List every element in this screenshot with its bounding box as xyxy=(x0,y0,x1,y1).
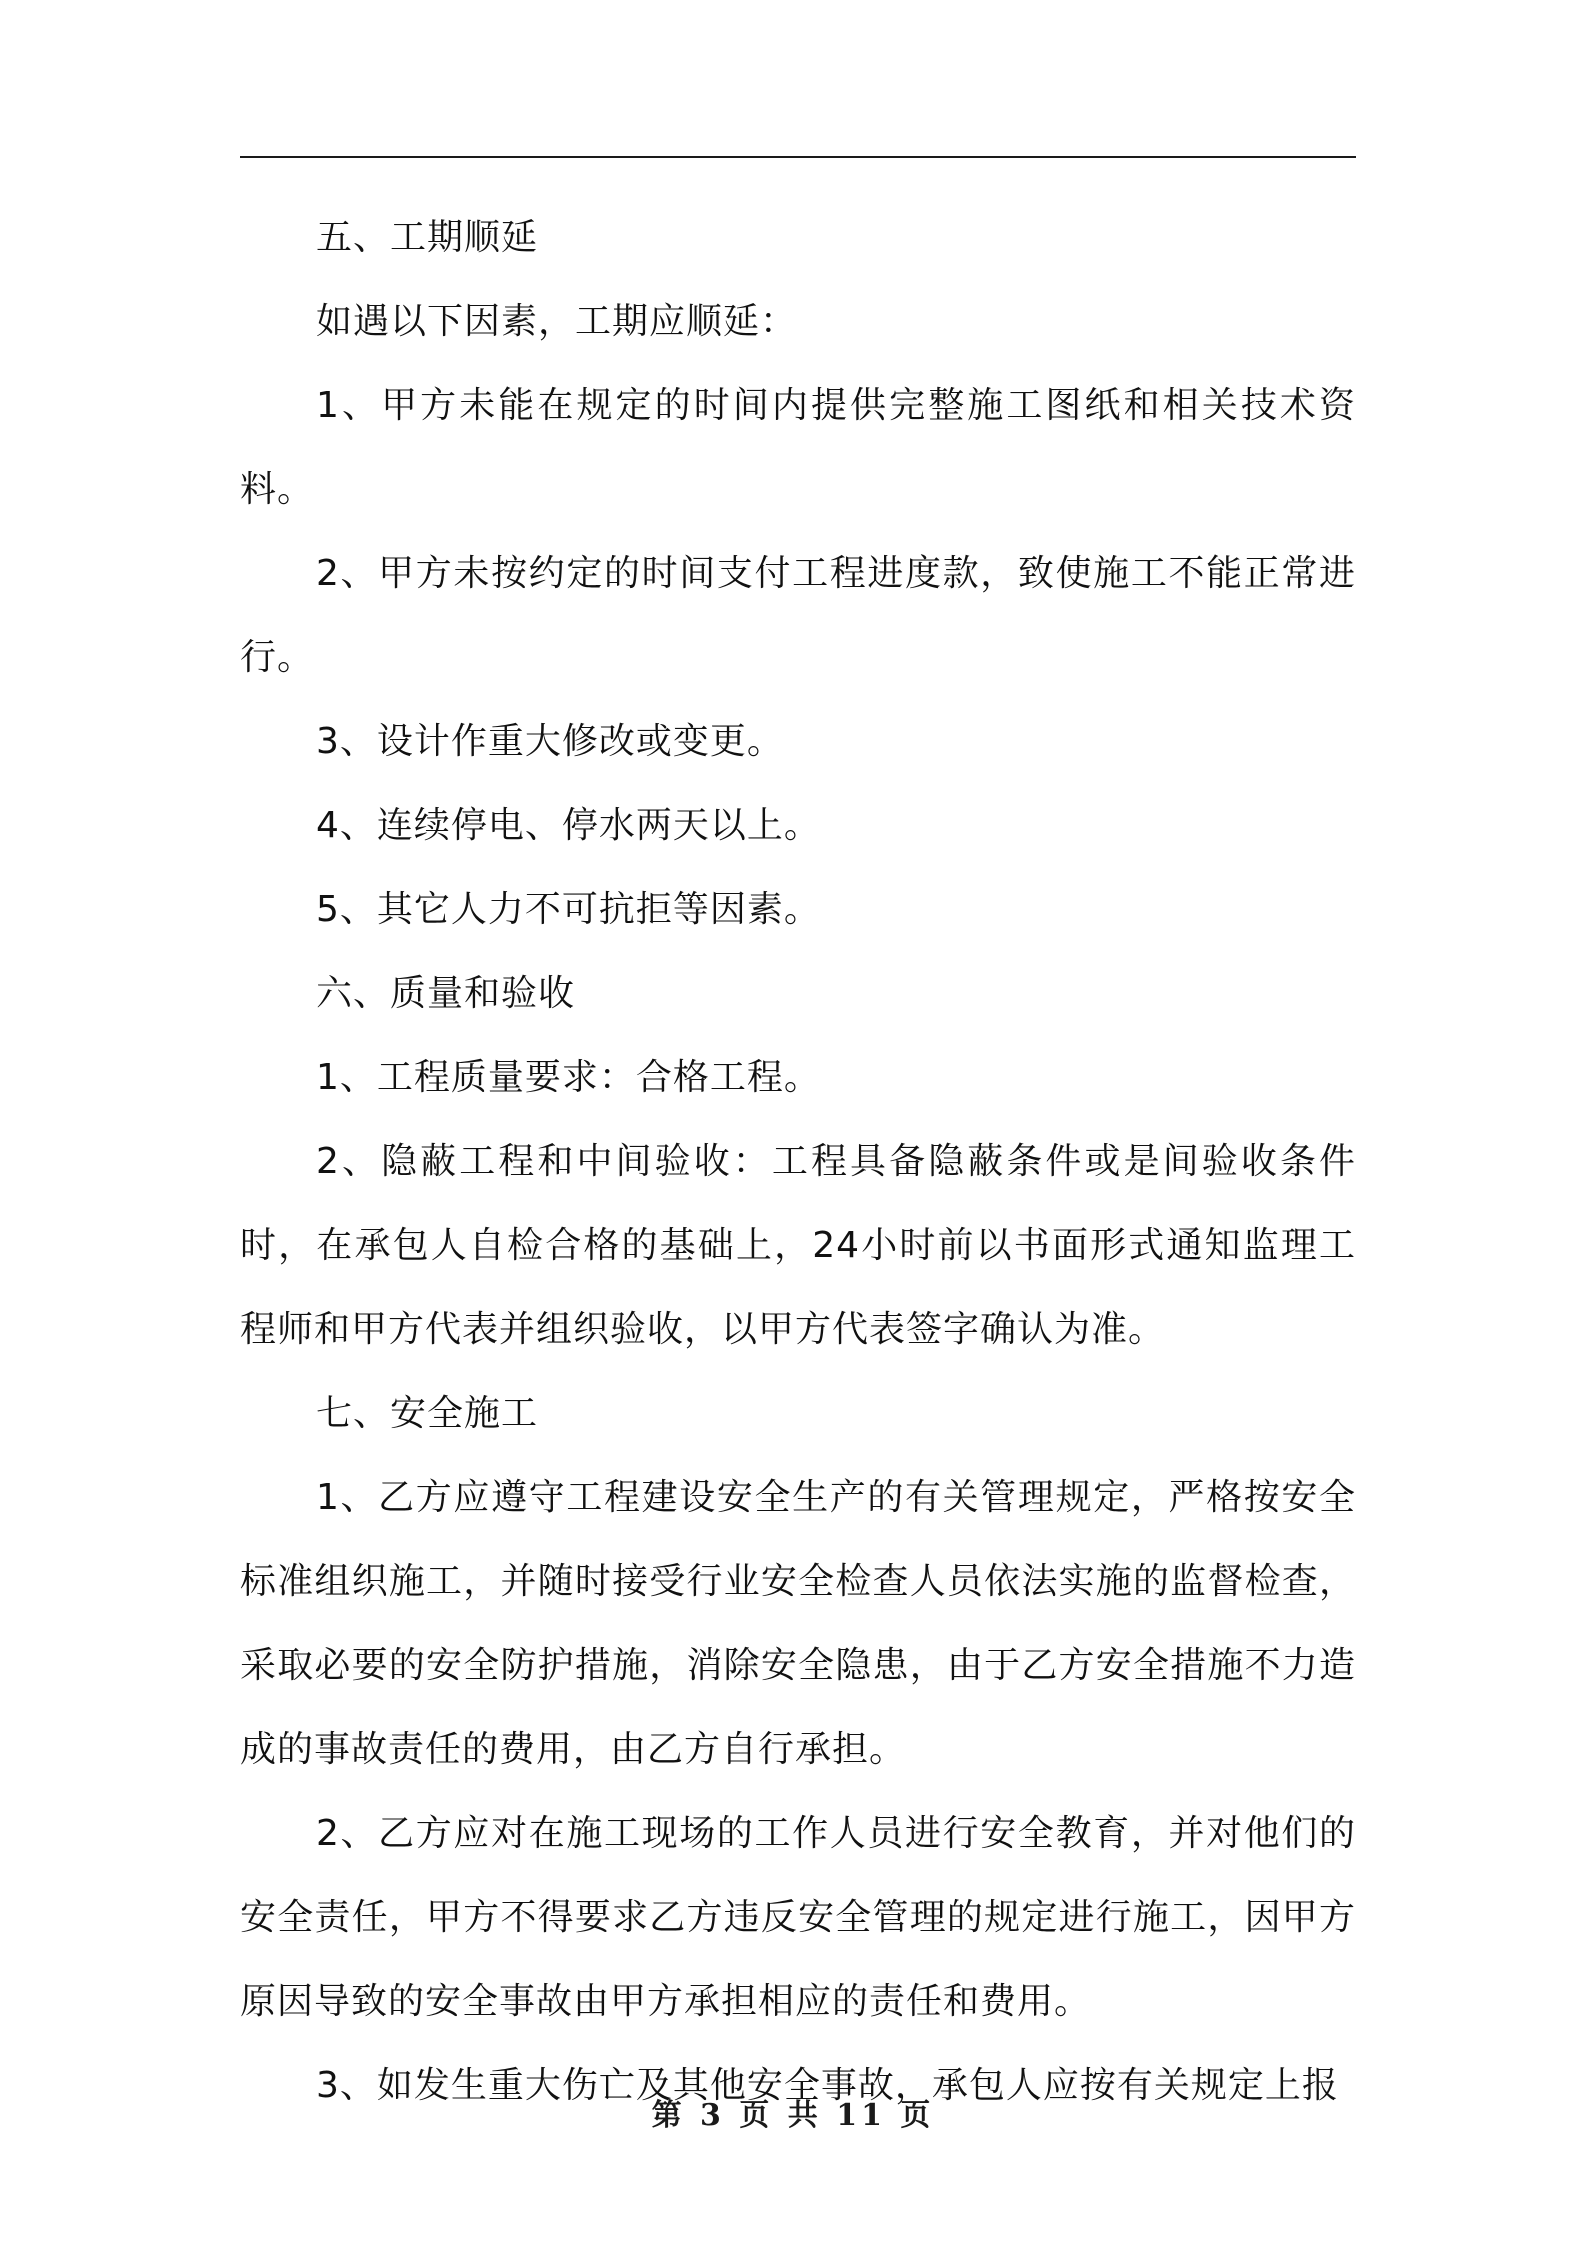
list-item: 4、连续停电、停水两天以上。 xyxy=(316,805,821,846)
list-item: 3、设计作重大修改或变更。 xyxy=(316,721,784,762)
list-item: 2、甲方未按约定的时间支付工程进度款，致使施工不能正常进行。 xyxy=(240,553,1356,678)
section-heading-quality-acceptance: 六、质量和验收 xyxy=(316,973,576,1014)
document-body xyxy=(240,196,1356,2128)
list-item: 1、乙方应遵守工程建设安全生产的有关管理规定，严格按安全标准组织施工，并随时接受行业安全检查人员依法实施的监督检查，采取必要的安全防护措施，消除安全隐患，由于乙方安全措施不力造成的事故责任的费用，由乙方自行承担。 xyxy=(240,1477,1356,1770)
page-number: 第 3 页 共 11 页 xyxy=(651,2098,935,2133)
paragraph: 如遇以下因素，工期应顺延： xyxy=(316,301,798,342)
section-heading-safety-construction: 七、安全施工 xyxy=(316,1393,539,1434)
header-rule xyxy=(240,156,1356,158)
list-item: 3、如发生重大伤亡及其他安全事故，承包人应按有关规定上报 xyxy=(316,2065,1339,2106)
list-item: 1、工程质量要求：合格工程。 xyxy=(316,1057,821,1098)
list-item: 2、隐蔽工程和中间验收：工程具备隐蔽条件或是间验收条件时，在承包人自检合格的基础上，24小时前以书面形式通知监理工程师和甲方代表并组织验收，以甲方代表签字确认为准。 xyxy=(240,1141,1356,1350)
list-item: 1、甲方未能在规定的时间内提供完整施工图纸和相关技术资料。 xyxy=(240,385,1356,510)
list-item: 2、乙方应对在施工现场的工作人员进行安全教育，并对他们的安全责任，甲方不得要求乙方违反安全管理的规定进行施工，因甲方原因导致的安全事故由甲方承担相应的责任和费用。 xyxy=(240,1813,1356,2022)
list-item: 5、其它人力不可抗拒等因素。 xyxy=(316,889,821,930)
section-heading-schedule-extension: 五、工期顺延 xyxy=(316,217,539,258)
